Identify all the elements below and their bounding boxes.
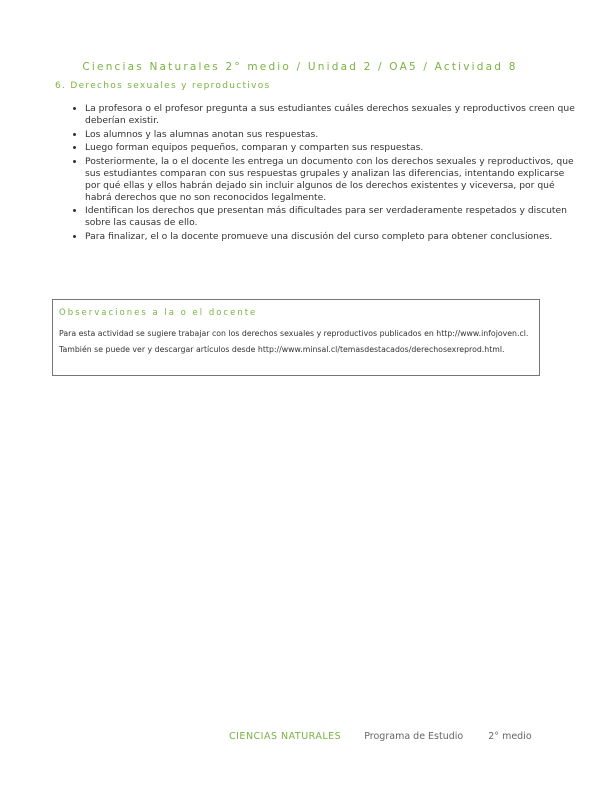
- observations-paragraph: Para esta actividad se sugiere trabajar con los derechos sexuales y reproductivos publicados en http://www.infojoven.cl.: [59, 329, 529, 338]
- observations-paragraph: También se puede ver y descargar artículos desde http://www.minsal.cl/temasdestacados/derechosexreprod.html.: [59, 345, 505, 354]
- list-item: • Para finalizar, el o la docente promueve una discusión del curso completo para obtener conclusiones.: [85, 231, 580, 243]
- list-item: • Posteriormente, la o el docente les entrega un documento con los derechos sexuales y reproductivos, que sus estudiantes comparan con sus respuestas grupales y analizan las diferencias, intentando explicarse por qué ellas y ellos habrán dejado sin incluir algunos de los derechos existentes y viceversa, por qué habrá derechos que no son reconocidos legalmente.: [85, 156, 580, 204]
- running-header: Ciencias Naturales 2° medio / Unidad 2 / OA5 / Actividad 8: [82, 61, 518, 73]
- list-item: • Los alumnos y las alumnas anotan sus respuestas.: [85, 129, 580, 141]
- list-item: • Identifican los derechos que presentan más dificultades para ser verdaderamente respetados y discuten sobre las causas de ello.: [85, 205, 580, 229]
- activity-steps-list: [55, 103, 580, 244]
- section-title: 6. Derechos sexuales y reproductivos: [55, 81, 271, 91]
- footer-level: 2° medio: [488, 731, 532, 742]
- observations-box: [52, 299, 540, 376]
- footer-program: Programa de Estudio: [364, 731, 464, 742]
- observations-title: Observaciones a la o el docente: [59, 308, 258, 318]
- list-item: • Luego forman equipos pequeños, comparan y comparten sus respuestas.: [85, 142, 580, 154]
- page-footer: [229, 731, 532, 742]
- list-item: • La profesora o el profesor pregunta a sus estudiantes cuáles derechos sexuales y reproductivos creen que deberían existir.: [85, 103, 580, 127]
- footer-subject: CIENCIAS NATURALES: [229, 731, 342, 742]
